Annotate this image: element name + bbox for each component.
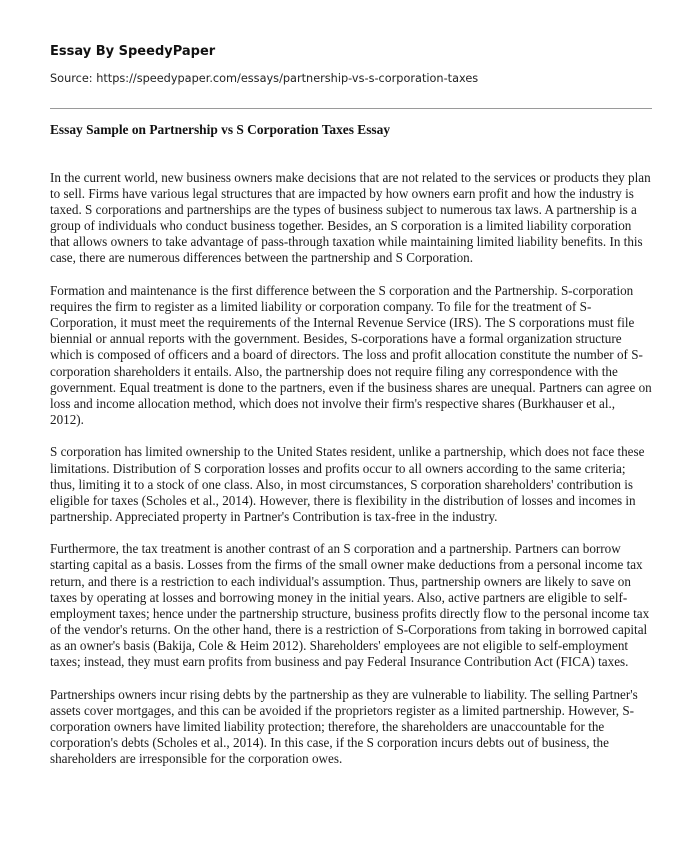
essay-title: Essay Sample on Partnership vs S Corporation Taxes Essay bbox=[50, 122, 391, 137]
paragraph-5: Partnerships owners incur rising debts by the partnership as they are vulnerable to liability. The selling Partner's assets cover mortgages, and this can be avoided if the proprietors register as a limited partnership. However, S-corporation owners have limited liability protection; therefore, the shareholders are unaccountable for the corporation's debts (Scholes et al., 2014). In this case, if the S corporation incurs debts out of business, the shareholders are irresponsible for the corporation owes. bbox=[50, 686, 638, 766]
header-divider bbox=[50, 108, 652, 109]
brand-heading: Essay By SpeedyPaper bbox=[50, 44, 216, 59]
paragraph-3: S corporation has limited ownership to the United States resident, unlike a partnership, which does not face these limitations. Distribution of S corporation losses and profits occur to all owners according to the same criteria; thus, limiting it to a stock of one class. Also, in most circumstances, S corporation shareholders' contribution is eligible for taxes (Scholes et al., 2014). However, there is flexibility in the distribution of losses and incomes in partnership. Appreciated property in Partner's Contribution is tax-free in the industry. bbox=[50, 444, 645, 524]
paragraph-1: In the current world, new business owners make decisions that are not related to the services or products they plan to sell. Firms have various legal structures that are impacted by how owners earn profit and how the industry is taxed. S corporations and partnerships are the types of business subject to numerous tax laws. A partnership is a group of individuals who conduct business together. Besides, an S corporation is a limited liability corporation that allows owners to take advantage of pass-through taxation while maintaining limited liability benefits. In this case, there are numerous differences between the partnership and S Corporation. bbox=[50, 170, 651, 266]
essay-body bbox=[50, 170, 652, 784]
source-line: Source: https://speedypaper.com/essays/partnership-vs-s-corporation-taxes bbox=[50, 72, 479, 85]
paragraph-2: Formation and maintenance is the first difference between the S corporation and the Partnership. S-corporation requires the firm to register as a limited liability or corporation company. To file for the treatment of S-Corporation, it must meet the requirements of the Internal Revenue Service (IRS). The S corporations must file biennial or annual reports with the government. Besides, S-corporations have a formal organization structure which is composed of officers and a board of directors. The loss and profit allocation constitute the number of S-corporation shareholders it entails. Also, the partnership does not require filing any correspondence with the government. Equal treatment is done to the partners, even if the business shares are unequal. Partners can agree on loss and income allocation method, which does not involve their firm's respective shares (Burkhauser et al., 2012). bbox=[50, 283, 652, 427]
paragraph-4: Furthermore, the tax treatment is another contrast of an S corporation and a partnership. Partners can borrow starting capital as a basis. Losses from the firms of the small owner make deductions from a personal income tax return, and there is a restriction to each individual's assumption. Thus, partnership owners are likely to save on taxes by operating at losses and borrowing money in the initial years. Also, active partners are eligible to self-employment taxes; hence under the partnership structure, business profits directly flow to the personal income tax of the vendor's returns. On the other hand, there is a restriction of S-Corporations from taking in borrowed capital as an owner's basis (Bakija, Cole & Heim 2012). Shareholders' employees are not eligible to self-employment taxes; instead, they must earn profits from business and pay Federal Insurance Contribution Act (FICA) taxes. bbox=[50, 541, 650, 670]
